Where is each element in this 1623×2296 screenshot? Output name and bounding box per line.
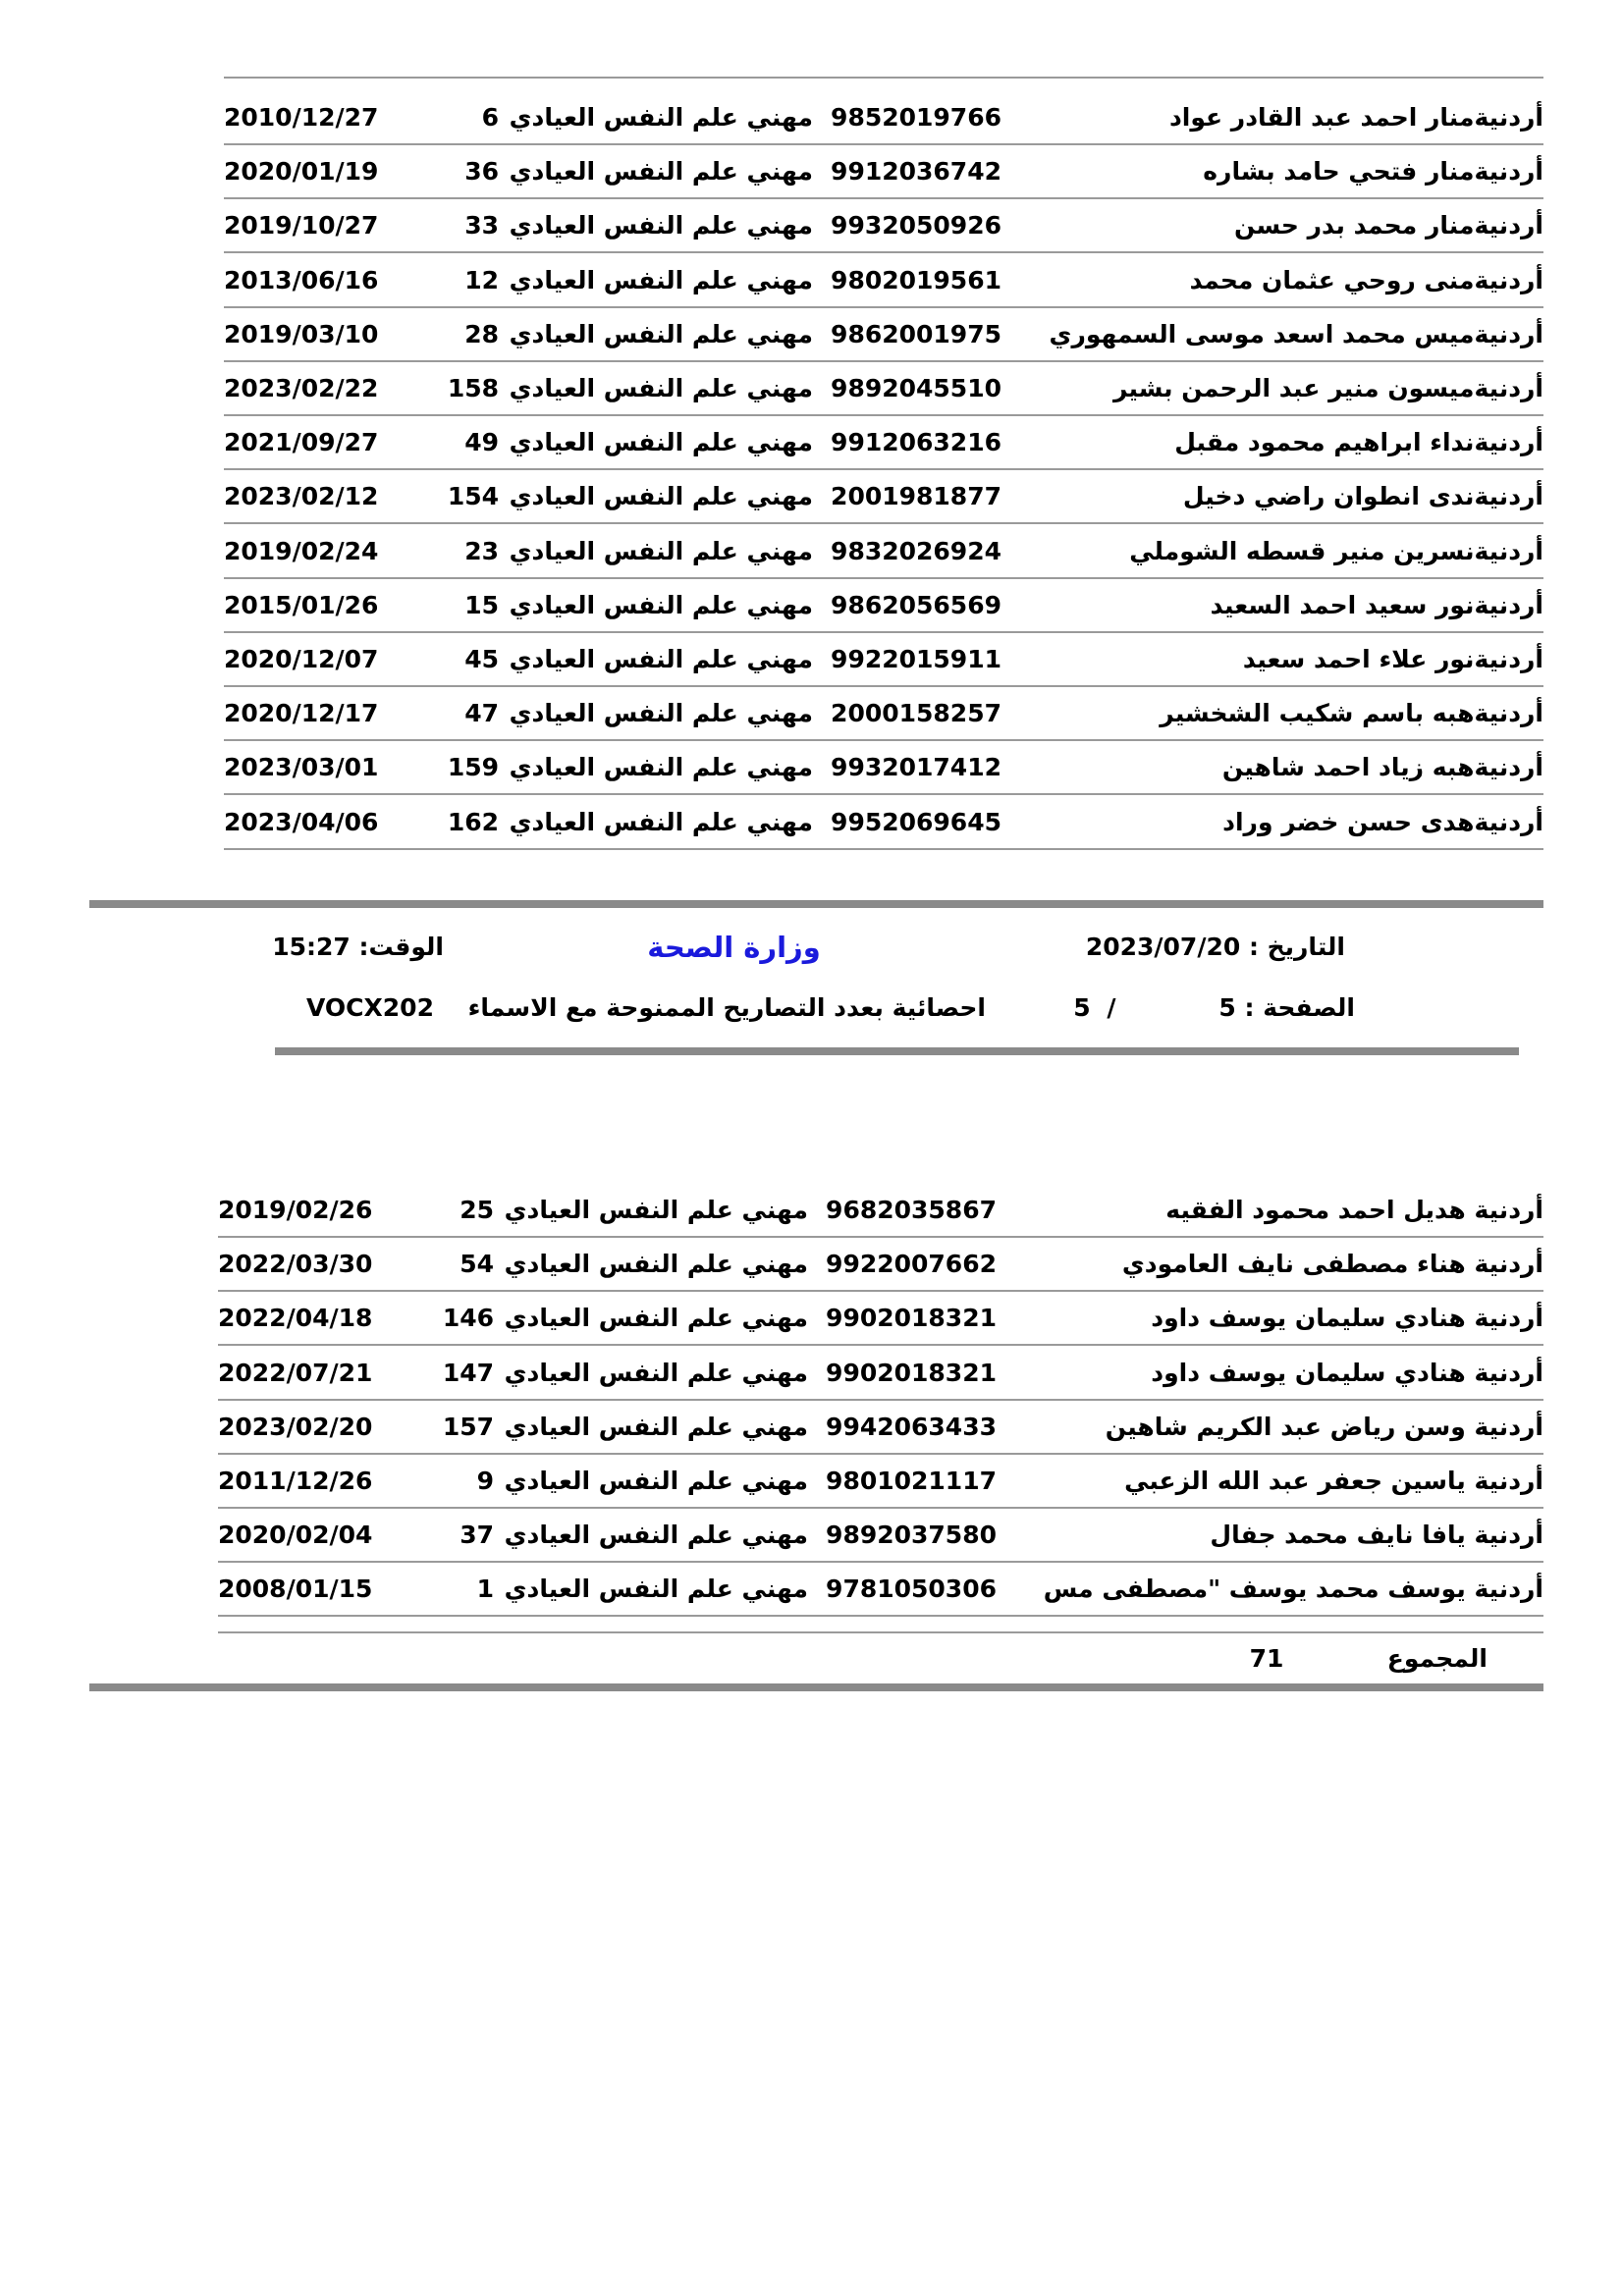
permit-count: 1 [476, 1575, 494, 1604]
table-row [224, 633, 1543, 687]
profession: مهني علم النفس العيادي [504, 1467, 808, 1495]
person-name: أردنيةنور سعيد احمد السعيد [1210, 590, 1543, 619]
ministry-title: وزارة الصحة [647, 931, 821, 964]
national-id: 9852019766 [831, 103, 1001, 132]
person-name: أردنية ياسين جعفر عبد الله الزعبي [1124, 1467, 1543, 1495]
permit-count: 49 [464, 428, 499, 457]
report-code: VOCX202 [306, 993, 434, 1022]
profession: مهني علم النفس العيادي [509, 265, 813, 294]
permit-count: 159 [447, 753, 499, 782]
permit-count: 54 [460, 1250, 494, 1279]
national-id: 9932017412 [831, 753, 1001, 782]
person-name: أردنية هنادي سليمان يوسف داود [1151, 1304, 1543, 1333]
permit-count: 6 [481, 103, 499, 132]
permit-date: 2015/01/26 [224, 590, 379, 619]
national-id: 9892037580 [826, 1521, 997, 1550]
permit-count: 25 [460, 1196, 494, 1224]
profession: مهني علم النفس العيادي [504, 1196, 808, 1224]
person-name: أردنيةنسرين منير قسطه الشوملي [1129, 536, 1543, 565]
national-id: 9952069645 [831, 807, 1001, 836]
table-row [224, 199, 1543, 253]
permit-date: 2023/03/01 [224, 753, 379, 782]
national-id: 9912063216 [831, 428, 1001, 457]
table-row [224, 308, 1543, 362]
header-bottom-rule [275, 1047, 1519, 1055]
table-row [224, 741, 1543, 795]
profession: مهني علم النفس العيادي [509, 103, 813, 132]
permit-count: 158 [447, 374, 499, 402]
permit-count: 28 [464, 319, 499, 348]
national-id: 9902018321 [826, 1304, 997, 1333]
national-id: 9932050926 [831, 211, 1001, 240]
profession: مهني علم النفس العيادي [509, 211, 813, 240]
national-id: 9832026924 [831, 536, 1001, 565]
table-row [218, 1347, 1543, 1401]
profession: مهني علم النفس العيادي [509, 590, 813, 619]
permit-date: 2022/03/30 [218, 1250, 373, 1279]
table-row [224, 796, 1543, 850]
person-name: أردنيةميسون منير عبد الرحمن بشير [1112, 374, 1543, 402]
permit-date: 2023/04/06 [224, 807, 379, 836]
permit-count: 33 [464, 211, 499, 240]
national-id: 9922015911 [831, 645, 1001, 673]
permit-count: 154 [447, 482, 499, 511]
permit-count: 9 [476, 1467, 494, 1495]
permit-count: 162 [447, 807, 499, 836]
national-id: 9912036742 [831, 157, 1001, 187]
permit-count: 146 [442, 1304, 494, 1333]
table-row [224, 525, 1543, 579]
header-top-rule [89, 900, 1543, 908]
permit-count: 23 [464, 536, 499, 565]
profession: مهني علم النفس العيادي [504, 1521, 808, 1550]
permit-count: 36 [464, 157, 499, 187]
permit-count: 47 [464, 699, 499, 728]
table-row [218, 1184, 1543, 1238]
profession: مهني علم النفس العيادي [509, 699, 813, 728]
table-row [218, 1563, 1543, 1617]
permit-date: 2021/09/27 [224, 428, 379, 457]
permit-date: 2023/02/22 [224, 374, 379, 402]
profession: مهني علم النفس العيادي [509, 374, 813, 402]
person-name: أردنية هديل احمد محمود الفقيه [1165, 1196, 1543, 1224]
profession: مهني علم النفس العيادي [509, 428, 813, 457]
report-date: التاريخ : 2023/07/20 [1085, 933, 1345, 961]
person-name: أردنيةندى انطوان راضي دخيل [1182, 482, 1543, 511]
profession: مهني علم النفس العيادي [504, 1304, 808, 1333]
table-row [218, 1401, 1543, 1455]
table-row [224, 145, 1543, 199]
permit-date: 2013/06/16 [224, 265, 379, 294]
total-bottom-rule [89, 1683, 1543, 1691]
table-row [224, 91, 1543, 145]
table-row [224, 470, 1543, 524]
table-row [218, 1292, 1543, 1346]
total-top-rule [218, 1631, 1543, 1633]
permit-date: 2023/02/20 [218, 1412, 373, 1441]
table-row [224, 254, 1543, 308]
permit-count: 37 [460, 1521, 494, 1550]
profession: مهني علم النفس العيادي [504, 1250, 808, 1279]
table-row [218, 1509, 1543, 1563]
person-name: أردنية يافا نايف محمد جفال [1210, 1521, 1543, 1550]
permit-date: 2023/02/12 [224, 482, 379, 511]
table-row [224, 362, 1543, 416]
permit-count: 147 [442, 1358, 494, 1387]
permit-date: 2010/12/27 [224, 103, 379, 132]
person-name: أردنيةمنى روحي عثمان محمد [1189, 265, 1543, 294]
national-id: 2000158257 [831, 699, 1001, 728]
total-label: المجموع [1386, 1644, 1488, 1673]
table-row [224, 416, 1543, 470]
permit-date: 2019/02/26 [218, 1196, 373, 1224]
permit-date: 2020/12/07 [224, 645, 379, 673]
national-id: 9902018321 [826, 1358, 997, 1387]
permit-date: 2020/02/04 [218, 1521, 373, 1550]
profession: مهني علم النفس العيادي [509, 157, 813, 187]
profession: مهني علم النفس العيادي [504, 1575, 808, 1604]
permit-date: 2019/10/27 [224, 211, 379, 240]
report-title: احصائية بعدد التصاريح الممنوحة مع الاسماء [467, 993, 986, 1022]
page-number-label: الصفحة : 5 [1218, 993, 1355, 1022]
permit-count: 45 [464, 645, 499, 673]
table-row [218, 1455, 1543, 1509]
permit-date: 2022/04/18 [218, 1304, 373, 1333]
person-name: أردنيةهبه باسم شكيب الشخشير [1160, 699, 1543, 728]
permit-date: 2019/02/24 [224, 536, 379, 565]
national-id: 9892045510 [831, 374, 1001, 402]
top-table-rule [224, 77, 1543, 79]
profession: مهني علم النفس العيادي [509, 536, 813, 565]
permit-date: 2008/01/15 [218, 1575, 373, 1604]
profession: مهني علم النفس العيادي [504, 1358, 808, 1387]
person-name: أردنية هناء مصطفى نايف العامودي [1121, 1250, 1543, 1279]
page-total: 5 [1073, 993, 1091, 1022]
person-name: أردنية وسن رياض عبد الكريم شاهين [1105, 1412, 1543, 1441]
report-time: الوقت: 15:27 [272, 933, 444, 961]
person-name: أردنيةهدى حسن خضر وراد [1222, 807, 1543, 836]
person-name: أردنيةمنار احمد عبد القادر عواد [1168, 103, 1543, 132]
national-id: 9862056569 [831, 590, 1001, 619]
national-id: 9682035867 [826, 1196, 997, 1224]
person-name: أردنية هنادي سليمان يوسف داود [1151, 1358, 1543, 1387]
person-name: أردنيةنور علاء احمد سعيد [1242, 645, 1543, 673]
national-id: 9802019561 [831, 265, 1001, 294]
permit-count: 157 [442, 1412, 494, 1441]
profession: مهني علم النفس العيادي [504, 1412, 808, 1441]
person-name: أردنيةمنار محمد بدر حسن [1234, 211, 1543, 240]
permit-date: 2020/12/17 [224, 699, 379, 728]
national-id: 9862001975 [831, 319, 1001, 348]
profession: مهني علم النفس العيادي [509, 645, 813, 673]
person-name: أردنيةهبه زياد احمد شاهين [1221, 753, 1543, 782]
permit-date: 2011/12/26 [218, 1467, 373, 1495]
table-row [224, 687, 1543, 741]
table-row [224, 579, 1543, 633]
table-row [218, 1238, 1543, 1292]
permit-count: 12 [464, 265, 499, 294]
national-id: 9942063433 [826, 1412, 997, 1441]
permit-date: 2019/03/10 [224, 319, 379, 348]
person-name: أردنيةنداء ابراهيم محمود مقبل [1174, 428, 1543, 457]
national-id: 9801021117 [826, 1467, 997, 1495]
profession: مهني علم النفس العيادي [509, 319, 813, 348]
national-id: 9922007662 [826, 1250, 997, 1279]
person-name: أردنية يوسف محمد يوسف "مصطفى مس [1043, 1575, 1543, 1604]
page-separator: / [1107, 993, 1116, 1022]
national-id: 2001981877 [831, 482, 1001, 511]
permit-count: 15 [464, 590, 499, 619]
permit-date: 2022/07/21 [218, 1358, 373, 1387]
profession: مهني علم النفس العيادي [509, 482, 813, 511]
national-id: 9781050306 [826, 1575, 997, 1604]
profession: مهني علم النفس العيادي [509, 753, 813, 782]
profession: مهني علم النفس العيادي [509, 807, 813, 836]
total-value: 71 [1249, 1644, 1284, 1673]
permit-date: 2020/01/19 [224, 157, 379, 187]
person-name: أردنيةميس محمد اسعد موسى السمهوري [1049, 319, 1543, 348]
person-name: أردنيةمنار فتحي حامد بشاره [1203, 157, 1543, 187]
